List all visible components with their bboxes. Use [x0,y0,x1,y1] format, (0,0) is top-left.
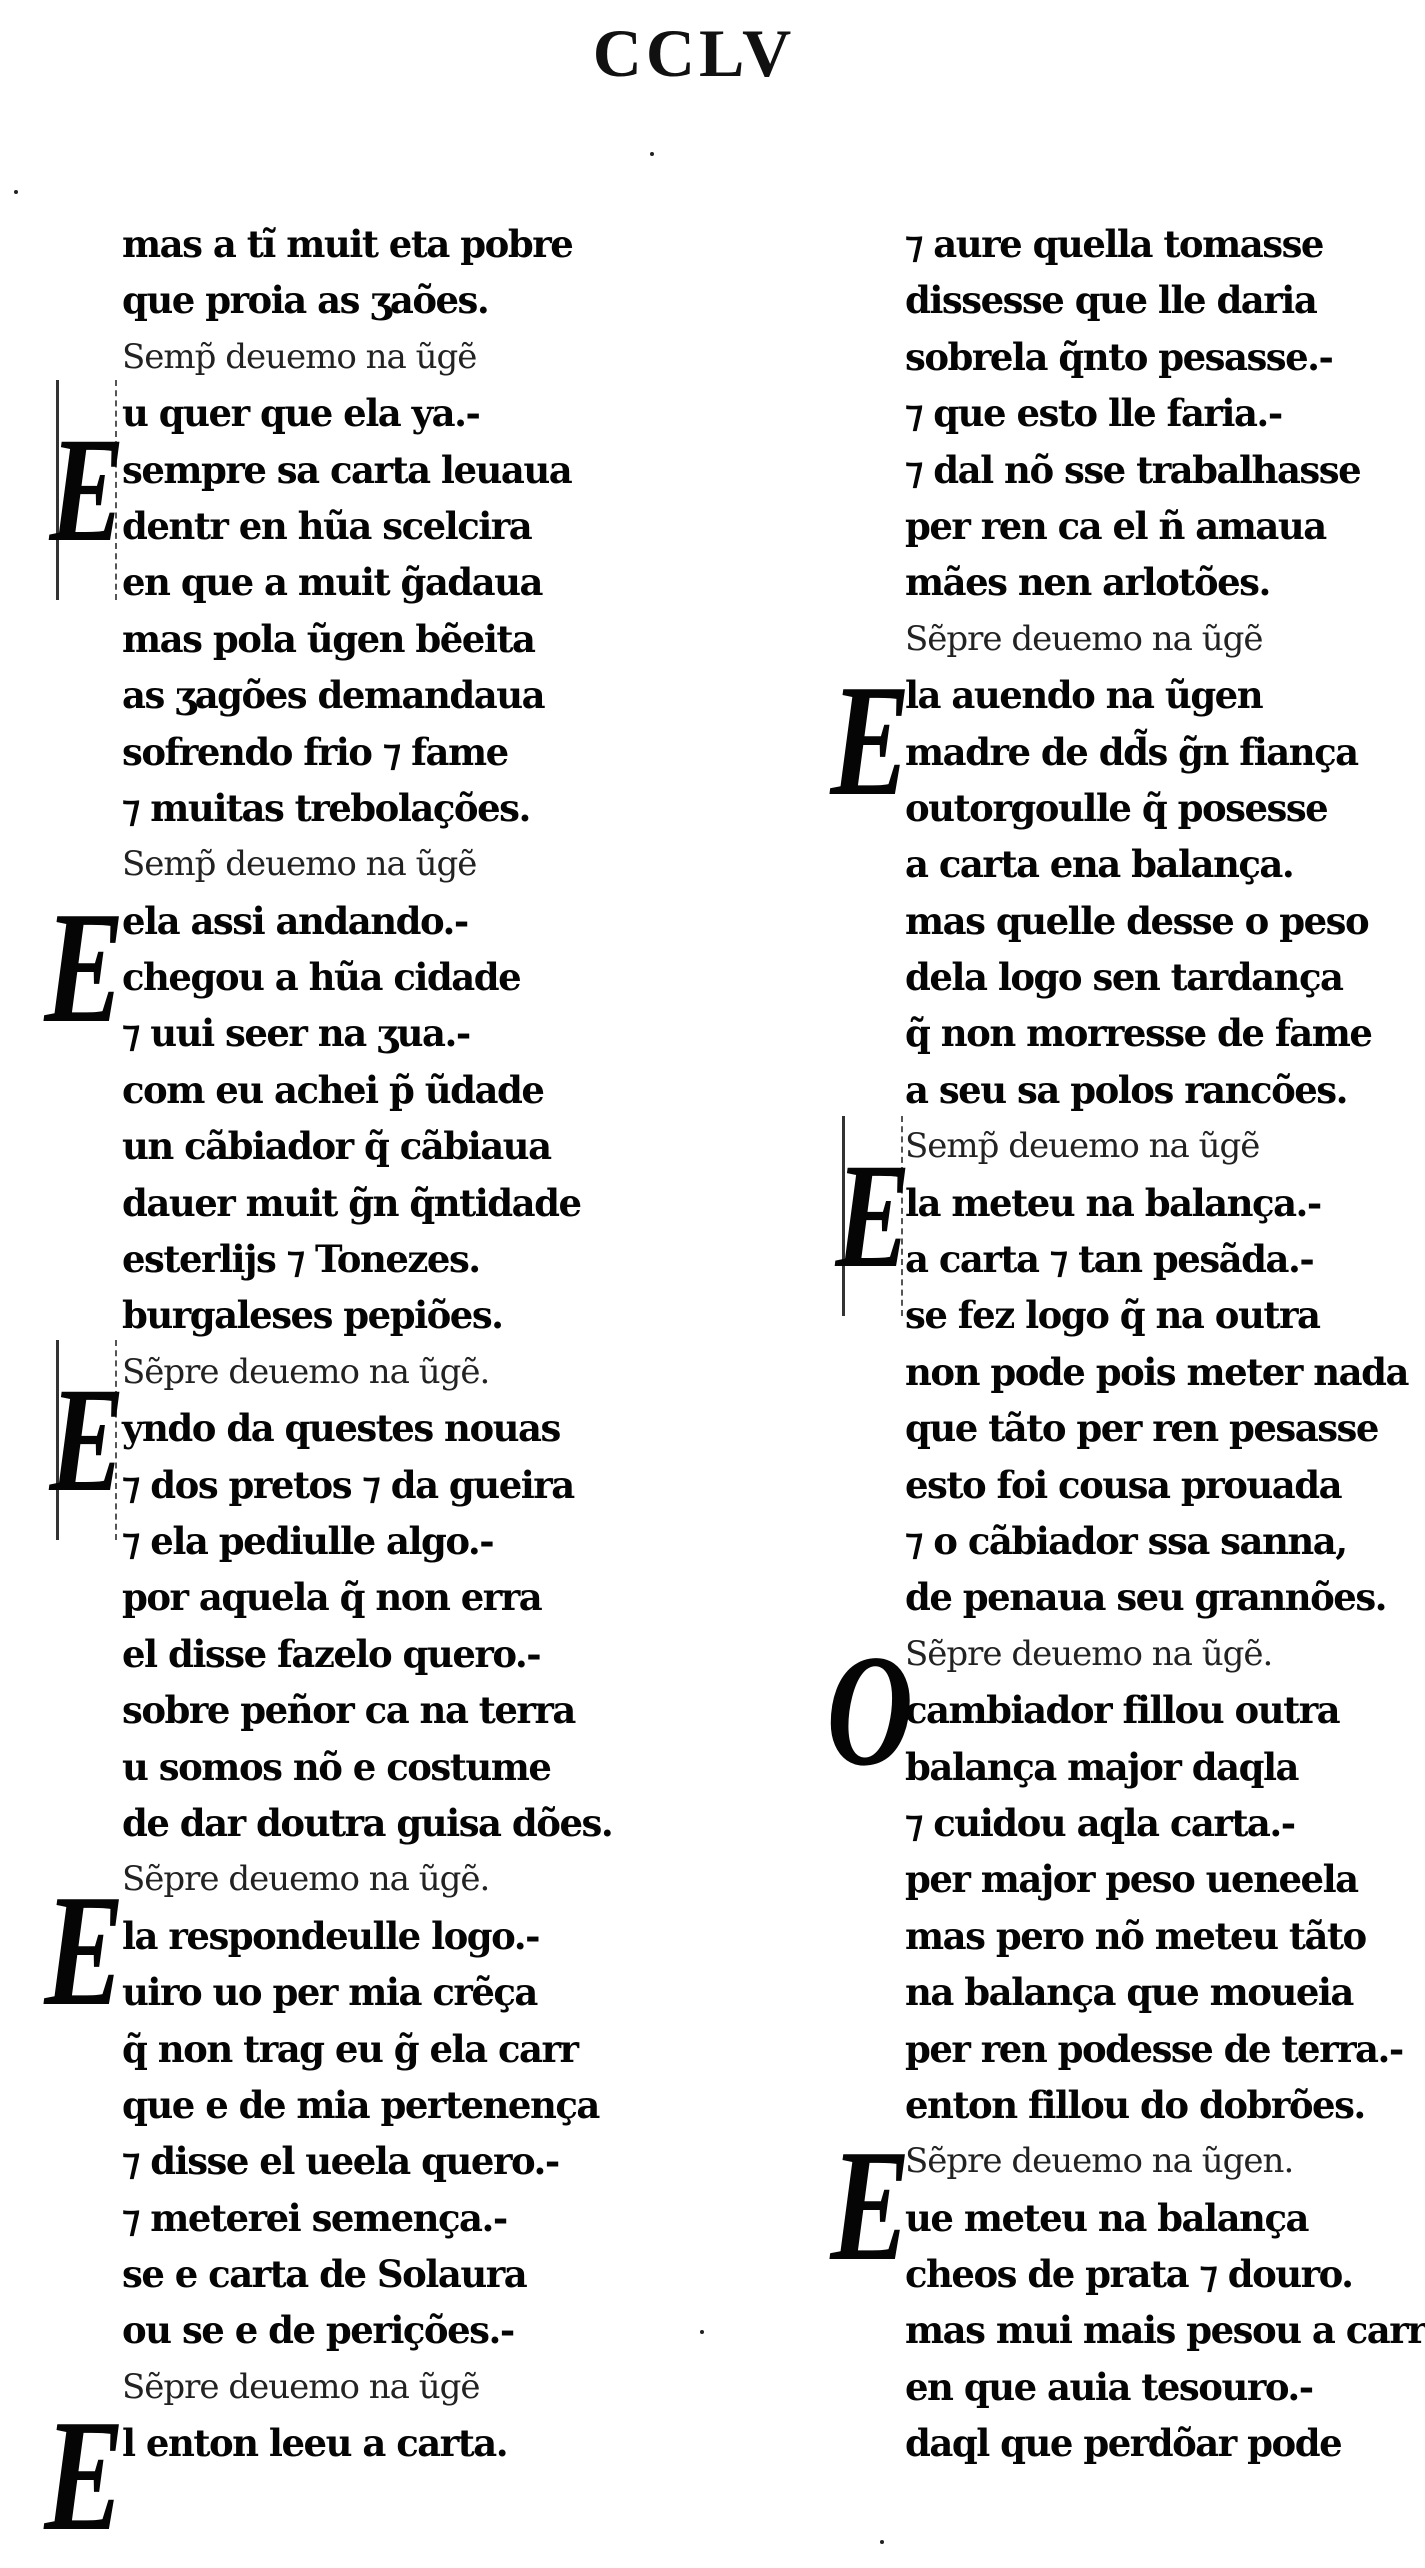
decorated-initial-e-4: E [43,1861,125,2039]
verse-line: en que a muit g̃adaua [122,560,543,605]
verse-line: el disse fazelo quero.- [122,1631,541,1676]
verse-line: ela assi andando.- [122,898,468,943]
refrain-line: Sẽpre deuemo na ũgẽ [905,618,1263,659]
decorated-initial-e-3: E [56,1340,117,1540]
verse-line: na balança que moueia [905,1970,1353,2015]
decorated-initial-e-9: E [829,2116,911,2294]
decorated-initial-e-7: E [842,1116,903,1316]
verse-line: daql que perdõar pode [905,2421,1342,2466]
refrain-line: Sẽpre deuemo na ũgen. [905,2141,1294,2182]
refrain-line: Semp̃ deuemo na ũgẽ [122,336,477,377]
verse-line: u somos nõ e costume [122,1744,551,1789]
verse-line: ⁊ meterei semença.- [122,2195,507,2240]
verse-line: ⁊ muitas trebolações. [122,785,530,830]
ink-speck [700,2330,704,2334]
verse-line: ⁊ ela pediulle algo.- [122,1518,494,1563]
verse-line: a carta ⁊ tan pesãda.- [905,1237,1314,1282]
verse-line: que proia as ʒaões. [122,278,489,323]
ink-speck [880,2540,884,2544]
verse-line: la meteu na balança.- [905,1180,1321,1225]
verse-line: madre de dd̃s g̃n fiança [905,729,1358,774]
verse-line: mas pola ũgen bẽeita [122,616,535,661]
verse-line: outorgoulle q̃ posesse [905,785,1328,830]
verse-line: cambiador fillou outra [905,1688,1340,1733]
verse-line: enton fillou do dobrões. [905,2082,1365,2127]
verse-line: ⁊ disse el ueela quero.- [122,2139,559,2184]
verse-line: non pode pois meter nada [905,1349,1408,1394]
verse-line: esterlijs ⁊ Tonezes. [122,1237,480,1282]
verse-line: ue meteu na balança [905,2195,1308,2240]
verse-line: mas pero nõ meteu tãto [905,1913,1366,1958]
verse-line: ⁊ dos pretos ⁊ da gueira [122,1462,574,1507]
verse-line: chegou a hũa cidade [122,955,521,1000]
verse-line: se e carta de Solaura [122,2252,527,2297]
refrain-line: Sẽpre deuemo na ũgẽ. [905,1633,1273,1674]
verse-line: com eu achei p̃ ũdade [122,1067,544,1112]
verse-line: esto foi cousa prouada [905,1462,1342,1507]
verse-line: en que auia tesouro.- [905,2364,1313,2409]
verse-line: sempre sa carta leuaua [122,447,572,492]
decorated-initial-e-2: E [43,878,125,1056]
verse-line: mães nen arlotões. [905,560,1270,605]
verse-line: que e de mia pertenença [122,2082,599,2127]
verse-line: por aquela q̃ non erra [122,1575,542,1620]
verse-line: cheos de prata ⁊ douro. [905,2252,1353,2297]
verse-line: l enton leeu a carta. [122,2421,508,2466]
verse-line: ⁊ dal nõ sse trabalhasse [905,447,1361,492]
verse-line: as ʒagões demandaua [122,673,545,718]
verse-line: uiro uo per mia crẽça [122,1970,537,2015]
verse-line: balança major daqla [905,1744,1298,1789]
ink-speck [14,190,18,194]
verse-line: a carta ena balança. [905,842,1294,887]
verse-line: mas mui mais pesou a carr [905,2308,1425,2353]
verse-line: ⁊ cuidou aqla carta.- [905,1800,1295,1845]
verse-line: sobre peñor ca na terra [122,1688,575,1733]
refrain-line: Sẽpre deuemo na ũgẽ. [122,1351,490,1392]
verse-line: ⁊ uui seer na ʒua.- [122,1011,470,1056]
decorated-initial-e-5: E [43,2386,125,2564]
decorated-initial-e-1: E [56,380,117,600]
refrain-line: Sẽpre deuemo na ũgẽ. [122,1859,490,1900]
verse-line: que tãto per ren pesasse [905,1406,1378,1451]
verse-line: q̃ non morresse de fame [905,1011,1372,1056]
verse-line: la respondeulle logo.- [122,1913,539,1958]
verse-line: per major peso ueneela [905,1857,1358,1902]
verse-line: de dar doutra guisa dões. [122,1800,613,1845]
verse-line: burgaleses pepiões. [122,1293,503,1338]
refrain-line: Semp̃ deuemo na ũgẽ [122,844,477,885]
verse-line: dela logo sen tardança [905,955,1343,1000]
verse-line: dissesse que lle daria [905,278,1317,323]
verse-line: se fez logo q̃ na outra [905,1293,1320,1338]
left-text-column [122,216,682,2472]
verse-line: dentr en hũa scelcira [122,503,532,548]
decorated-initial-o-8: O [826,1621,914,1799]
verse-line: de penaua seu grannões. [905,1575,1387,1620]
verse-line: a seu sa polos rancões. [905,1067,1348,1112]
verse-line: dauer muit g̃n q̃ntidade [122,1180,581,1225]
verse-line: un cãbiador q̃ cãbiaua [122,1124,551,1169]
verse-line: q̃ non trag eu g̃ ela carr [122,2026,578,2071]
verse-line: sofrendo frio ⁊ fame [122,729,508,774]
verse-line: ⁊ que esto lle faria.- [905,391,1282,436]
verse-line: sobrela q̃nto pesasse.- [905,334,1333,379]
decorated-initial-e-6: E [829,651,911,829]
refrain-line: Sẽpre deuemo na ũgẽ [122,2366,480,2407]
verse-line: ou se e de perições.- [122,2308,514,2353]
folio-number: CCLV [592,15,796,91]
verse-line: ⁊ aure quella tomasse [905,222,1323,266]
verse-line: ⁊ o cãbiador ssa sanna, [905,1518,1347,1563]
verse-line: u quer que ela ya.- [122,391,480,436]
refrain-line: Semp̃ deuemo na ũgẽ [905,1126,1260,1167]
ink-speck [650,152,654,156]
verse-line: per ren ca el ñ amaua [905,503,1326,548]
verse-line: yndo da questes nouas [122,1406,560,1451]
verse-line: mas quelle desse o peso [905,898,1369,943]
verse-line: mas a tĩ muit eta pobre [122,222,573,266]
verse-line: la auendo na ũgen [905,673,1263,718]
right-text-column [905,216,1425,2472]
verse-line: per ren podesse de terra.- [905,2026,1403,2071]
